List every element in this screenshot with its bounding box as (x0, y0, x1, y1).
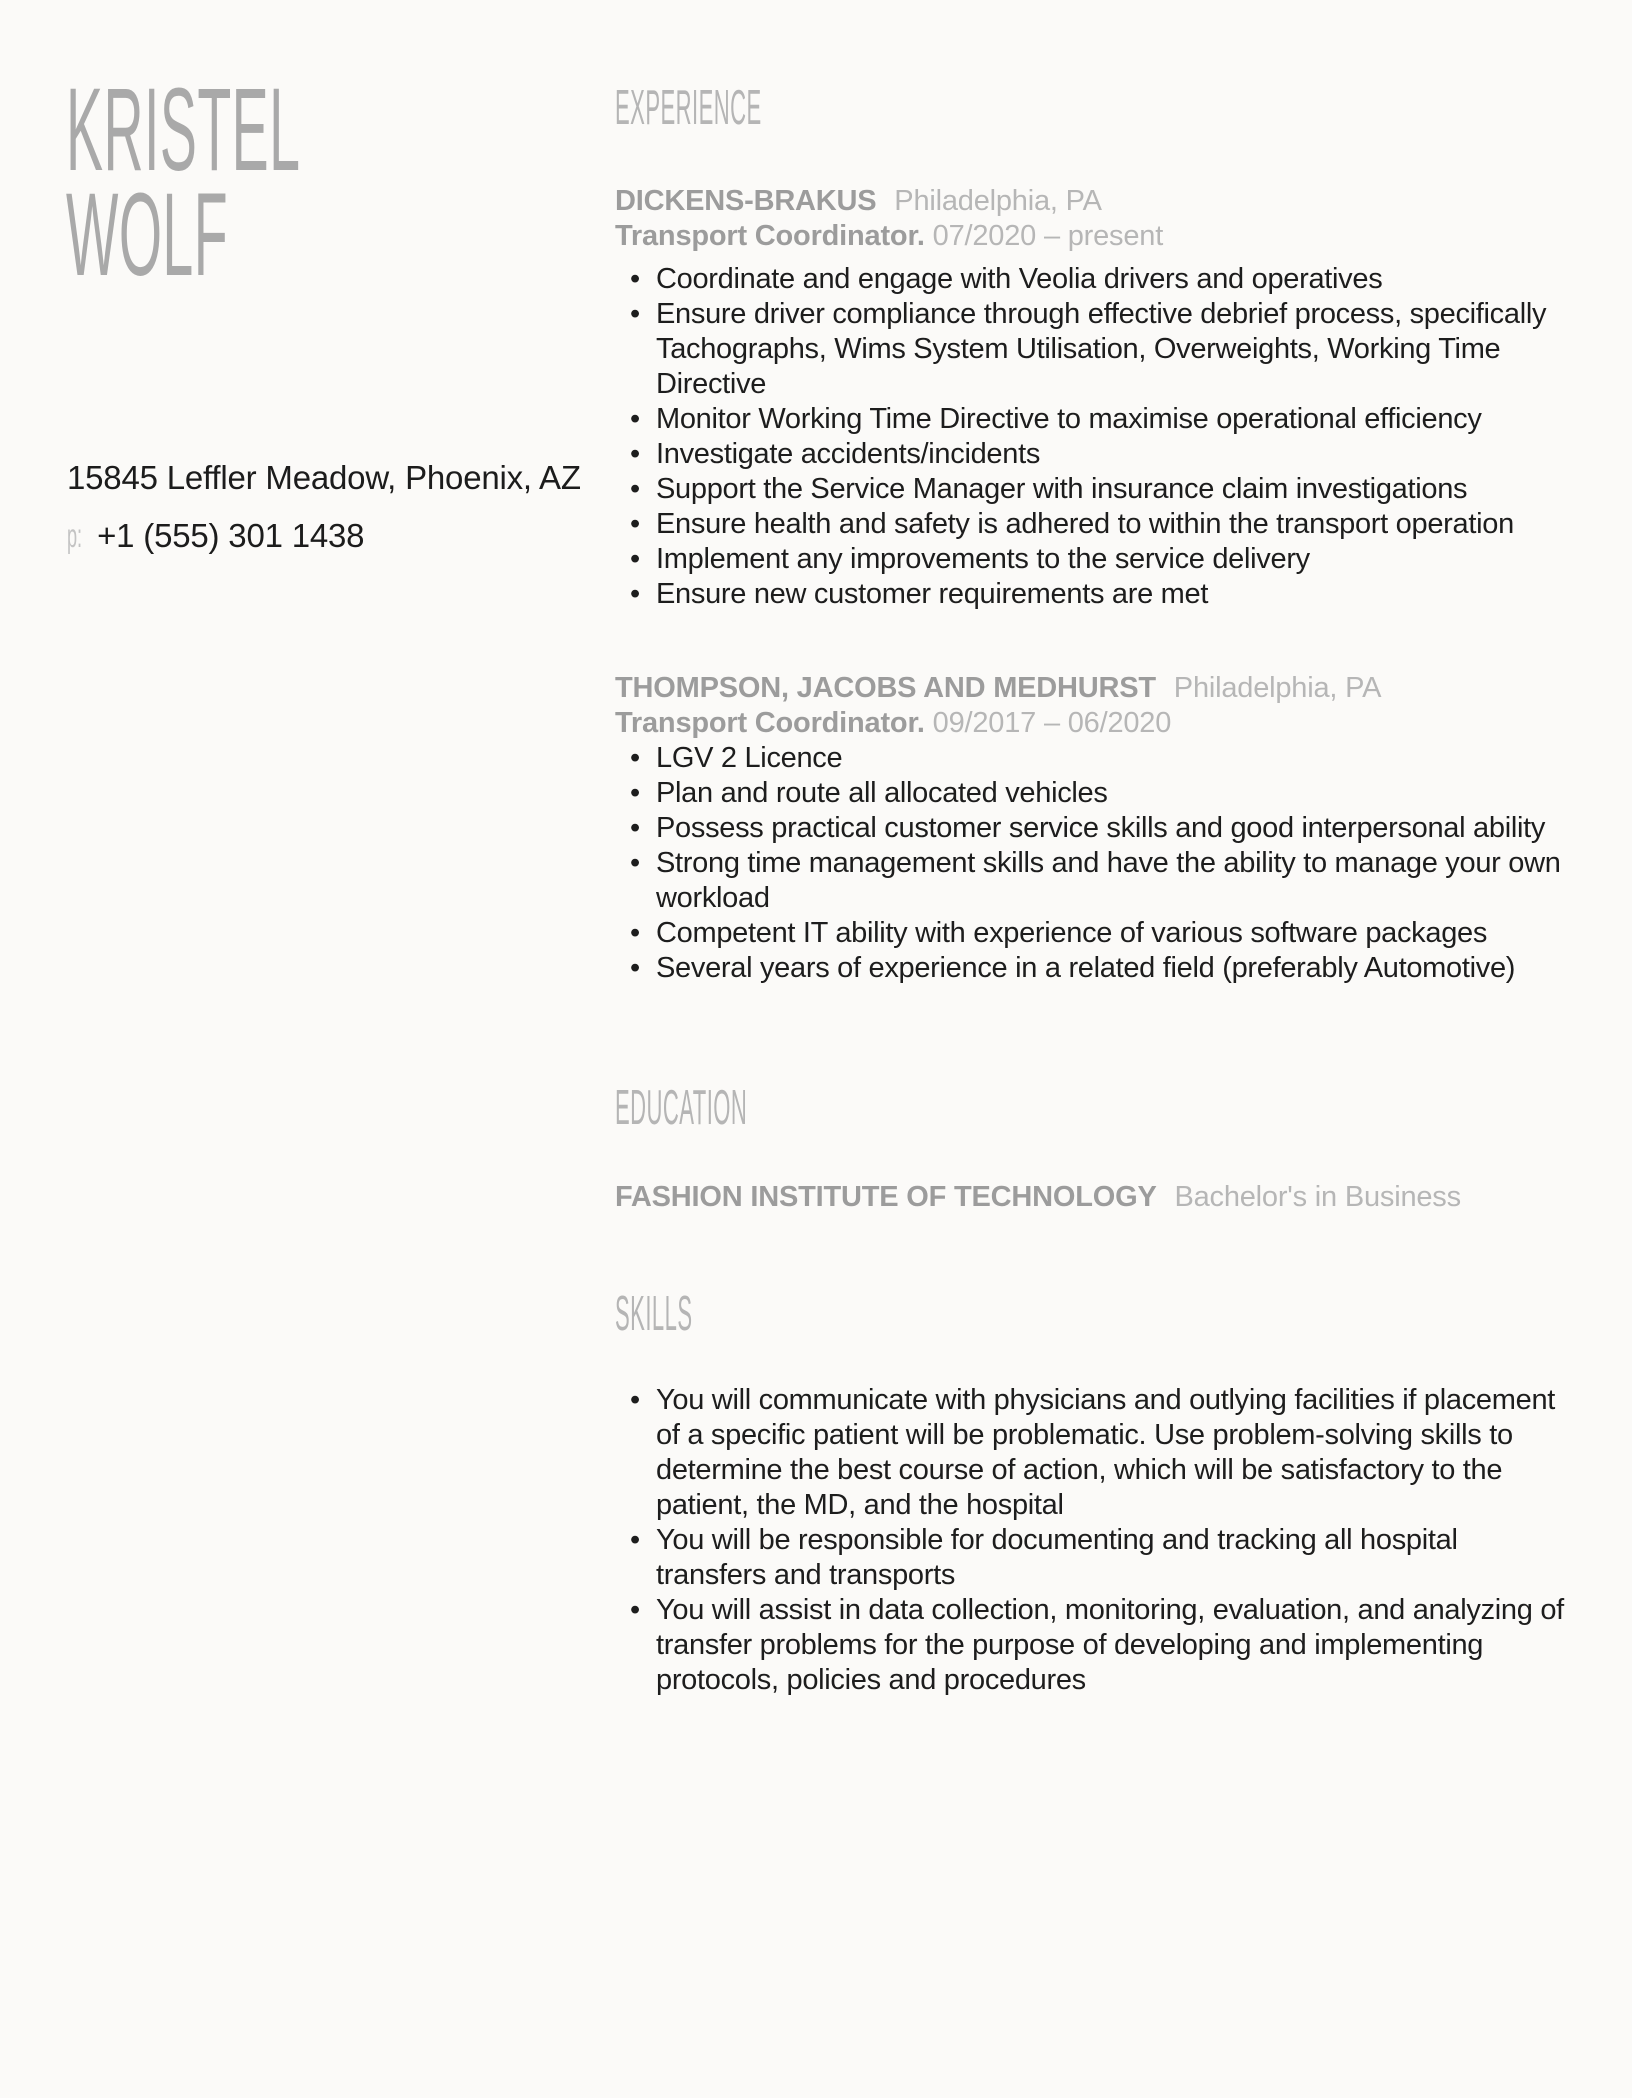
phone-number: +1 (555) 301 1438 (97, 517, 365, 554)
job-company-line (615, 184, 1615, 219)
company-location: Philadelphia, PA (894, 185, 1102, 217)
school-name: FASHION INSTITUTE OF TECHNOLOGY (615, 1181, 1157, 1213)
address-line: 15845 Leffler Meadow, Phoenix, AZ (67, 459, 581, 496)
bullet-item: • LGV 2 Licence (615, 741, 1567, 776)
phone-label: p: (67, 517, 82, 554)
bullet-item: • Monitor Working Time Directive to maximise operational efficiency (615, 402, 1567, 437)
bullet-item: • Ensure health and safety is adhered to within the transport operation (615, 507, 1567, 542)
section-title-education: EDUCATION (615, 1081, 748, 1135)
bullet-item: • You will be responsible for documenting and tracking all hospital transfers and transports (615, 1523, 1567, 1593)
job-role: Transport Coordinator. (615, 220, 925, 252)
bullet-item: • Strong time management skills and have the ability to manage your own workload (615, 846, 1567, 916)
candidate-last-name: WOLF (66, 169, 229, 301)
skills-bullet-list (615, 1383, 1567, 1698)
education-entry (615, 1180, 1615, 1215)
job-company-line (615, 671, 1615, 706)
job-role-line (615, 219, 1615, 254)
bullet-item: • Support the Service Manager with insurance claim investigations (615, 472, 1567, 507)
bullet-item: • Competent IT ability with experience of various software packages (615, 916, 1567, 951)
bullet-item: • Ensure new customer requirements are met (615, 577, 1567, 612)
bullet-item: • Possess practical customer service skills and good interpersonal ability (615, 811, 1567, 846)
degree-name: Bachelor's in Business (1174, 1181, 1461, 1213)
candidate-name (66, 64, 301, 301)
company-name: THOMPSON, JACOBS AND MEDHURST (615, 672, 1156, 704)
job-role: Transport Coordinator. (615, 707, 925, 739)
bullet-item: • You will assist in data collection, monitoring, evaluation, and analyzing of transfer problems for the purpose of developing and implementing protocols, policies and procedures (615, 1593, 1567, 1698)
job-dates: 09/2017 – 06/2020 (932, 707, 1172, 739)
bullet-item: • Plan and route all allocated vehicles (615, 776, 1567, 811)
company-location: Philadelphia, PA (1173, 672, 1382, 704)
bullet-item: • Ensure driver compliance through effective debrief process, specifically Tachographs, Wims System Utilisation, Overweights, Working Time Directive (615, 297, 1567, 402)
bullet-item: • Coordinate and engage with Veolia drivers and operatives (615, 262, 1567, 297)
job-dates: 07/2020 – present (932, 220, 1164, 252)
bullet-item: • Several years of experience in a related field (preferably Automotive) (615, 951, 1567, 986)
job-header (615, 184, 1615, 254)
job-header (615, 671, 1615, 741)
bullet-item: • You will communicate with physicians and outlying facilities if placement of a specific patient will be problematic. Use problem-solving skills to determine the best course of action, which will be satisfactory to the patient, the MD, and the hospital (615, 1383, 1567, 1523)
section-title-skills: SKILLS (615, 1287, 693, 1341)
company-name: DICKENS-BRAKUS (615, 185, 877, 217)
contact-block (67, 458, 581, 556)
job-bullet-list (615, 741, 1567, 986)
candidate-first-name: KRISTEL (66, 64, 301, 196)
job-role-line (615, 706, 1615, 741)
bullet-item: • Investigate accidents/incidents (615, 437, 1567, 472)
section-title-experience: EXPERIENCE (615, 81, 762, 135)
job-bullet-list (615, 262, 1567, 612)
bullet-item: • Implement any improvements to the service delivery (615, 542, 1567, 577)
phone-line (67, 516, 581, 556)
